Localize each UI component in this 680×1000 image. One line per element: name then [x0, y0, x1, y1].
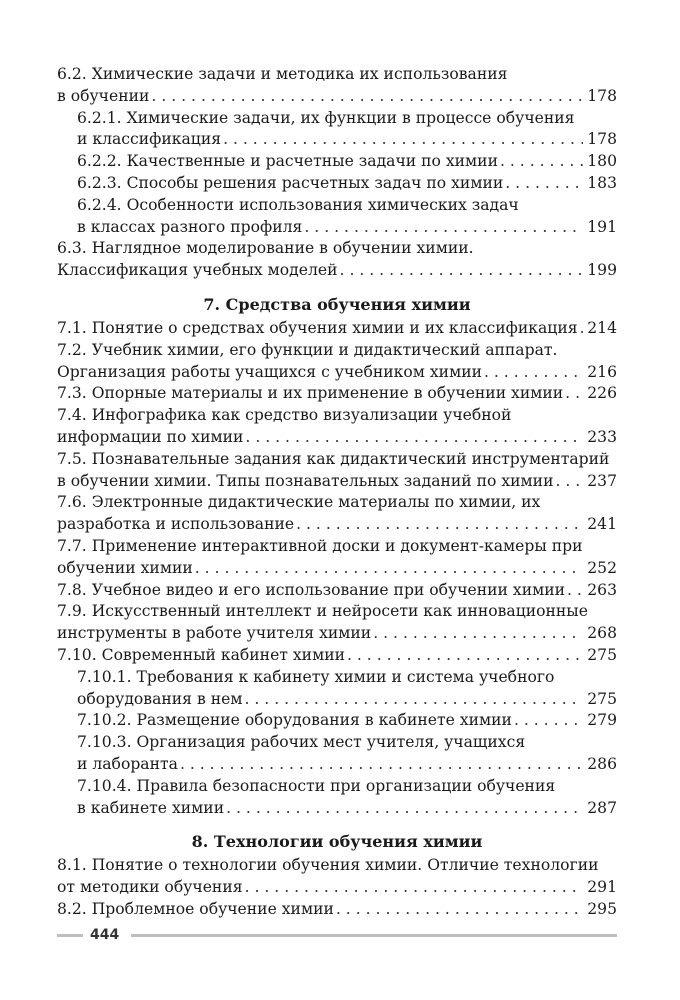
- toc-entry-title: информации по химии: [57, 427, 244, 446]
- toc-page-number: 275: [587, 689, 617, 708]
- toc-entry-title-line: 7.6. Электронные дидактические материалы по химии, их: [57, 493, 541, 512]
- toc-entry-title: в кабинете химии: [77, 798, 225, 817]
- toc-page-number: 279: [587, 711, 617, 730]
- toc-entry-7-4[interactable]: [57, 405, 617, 449]
- footer-rule-right: [131, 934, 617, 937]
- toc-section-8: [57, 855, 617, 920]
- dot-leader: [223, 129, 583, 151]
- toc-entry-7-10-1[interactable]: [57, 667, 617, 711]
- toc-entry-title-line: 7.10.4. Правила безопасности при организации обучения: [77, 776, 556, 795]
- toc-entry-leader-line: [77, 798, 617, 820]
- toc-entry-6-2-3[interactable]: [57, 173, 617, 195]
- toc-entry-title-line: 7.10.1. Требования к кабинету химии и система учебного: [77, 667, 555, 686]
- toc-page-number: 226: [587, 384, 617, 403]
- toc-page-number: 237: [587, 471, 617, 490]
- toc-entry-6-2[interactable]: [57, 64, 617, 108]
- toc-page-number: 252: [587, 558, 617, 577]
- toc-entry-leader-line: [77, 173, 617, 195]
- toc-entry-title: Классификация учебных моделей: [57, 261, 338, 280]
- toc-section-6-continued: [57, 64, 617, 282]
- toc-entry-title-line: 7.4. Инфографика как средство визуализации учебной: [57, 406, 512, 425]
- toc-entry-leader-line: [57, 623, 617, 645]
- page-footer: [57, 925, 617, 945]
- toc-page-number: 295: [587, 899, 617, 918]
- toc-entry-leader-line: [77, 710, 617, 732]
- toc-entry-6-2-1[interactable]: [57, 108, 617, 152]
- dot-leader: [500, 151, 583, 173]
- toc-entry-7-10-3[interactable]: [57, 732, 617, 776]
- dot-leader: [195, 558, 584, 580]
- toc-entry-leader-line: [57, 86, 617, 108]
- toc-entry-title: и классификация: [77, 130, 222, 149]
- table-of-contents: [57, 64, 617, 921]
- toc-entry-title-line: 7.10.3. Организация рабочих мест учителя, учащихся: [77, 733, 526, 752]
- toc-entry-title: от методики обучения: [57, 878, 243, 897]
- toc-entry-title: 6.2.2. Качественные и расчетные задачи по химии: [77, 152, 498, 171]
- toc-entry-leader-line: [77, 129, 617, 151]
- toc-entry-leader-line: [57, 558, 617, 580]
- dot-leader: [304, 217, 583, 239]
- toc-entry-title: в обучении: [57, 86, 150, 105]
- toc-page-number: 241: [587, 515, 617, 534]
- toc-entry-8-2[interactable]: [57, 899, 617, 921]
- toc-page-number: 291: [587, 878, 617, 897]
- dot-leader: [296, 514, 583, 536]
- toc-page-number: 183: [587, 173, 617, 192]
- toc-entry-leader-line: [57, 580, 617, 602]
- toc-entry-leader-line: [57, 471, 617, 493]
- toc-entry-title: 8.2. Проблемное обучение химии: [57, 899, 334, 918]
- toc-entry-title: Организация работы учащихся с учебником химии: [57, 362, 482, 381]
- toc-entry-leader-line: [57, 645, 617, 667]
- toc-entry-leader-line: [77, 689, 617, 711]
- dot-leader: [580, 318, 584, 340]
- toc-entry-leader-line: [77, 754, 617, 776]
- dot-leader: [514, 710, 583, 732]
- toc-entry-title-line: 7.2. Учебник химии, его функции и дидактический аппарат.: [57, 340, 558, 359]
- toc-entry-title: 7.1. Понятие о средствах обучения химии и их классификация: [57, 318, 578, 337]
- dot-leader: [567, 580, 583, 602]
- dot-leader: [151, 86, 583, 108]
- toc-entry-7-10-2[interactable]: [57, 710, 617, 732]
- dot-leader: [245, 877, 584, 899]
- chapter-8-heading: 8. Технологии обучения химии: [191, 832, 483, 852]
- toc-entry-6-2-2[interactable]: [57, 151, 617, 173]
- toc-page-number: 268: [587, 624, 617, 643]
- toc-entry-title: 7.10. Современный кабинет химии: [57, 645, 345, 664]
- toc-entry-title-line: 6.2. Химические задачи и методика их использования: [57, 65, 508, 83]
- toc-entry-7-8[interactable]: [57, 580, 617, 602]
- toc-entry-7-1[interactable]: [57, 318, 617, 340]
- dot-leader: [244, 689, 583, 711]
- toc-entry-leader-line: [77, 217, 617, 239]
- toc-page-number: 275: [587, 645, 617, 664]
- dot-leader: [484, 362, 583, 384]
- toc-entry-title: 7.10.2. Размещение оборудования в кабинете химии: [77, 711, 512, 730]
- toc-entry-title-line: 6.3. Наглядное моделирование в обучении химии.: [57, 239, 474, 258]
- dot-leader: [555, 471, 583, 493]
- toc-page-number: 178: [587, 86, 617, 105]
- toc-page-number: 287: [587, 798, 617, 817]
- dot-leader: [373, 623, 583, 645]
- toc-entry-6-2-4[interactable]: [57, 195, 617, 239]
- toc-entry-7-2[interactable]: [57, 340, 617, 384]
- toc-page-number: 233: [587, 427, 617, 446]
- toc-page-number: 178: [587, 130, 617, 149]
- toc-entry-leader-line: [57, 318, 617, 340]
- toc-entry-leader-line: [77, 151, 617, 173]
- toc-entry-7-3[interactable]: [57, 383, 617, 405]
- toc-entry-title: разработка и использование: [57, 515, 295, 534]
- toc-entry-7-10[interactable]: [57, 645, 617, 667]
- dot-leader: [340, 260, 584, 282]
- dot-leader: [336, 899, 583, 921]
- toc-entry-title-line: 7.5. Познавательные задания как дидактический инструментарий: [57, 449, 610, 468]
- toc-entry-8-1[interactable]: [57, 855, 617, 899]
- toc-page-number: 214: [587, 318, 617, 337]
- toc-page-number: 263: [587, 580, 617, 599]
- toc-entry-leader-line: [57, 260, 617, 282]
- toc-page-number: 216: [587, 362, 617, 381]
- toc-entry-title: 6.2.3. Способы решения расчетных задач по химии: [77, 173, 504, 192]
- toc-page-number: 191: [587, 217, 617, 236]
- toc-entry-title: обучении химии: [57, 558, 193, 577]
- toc-page-number: 180: [587, 152, 617, 171]
- toc-page-number: 199: [587, 261, 617, 280]
- toc-entry-title-line: 7.7. Применение интерактивной доски и документ-камеры при: [57, 536, 583, 555]
- dot-leader: [180, 754, 583, 776]
- page-number: 444: [90, 927, 120, 943]
- toc-entry-title: и лаборанта: [77, 754, 178, 773]
- toc-page-number: 286: [587, 754, 617, 773]
- toc-entry-leader-line: [57, 383, 617, 405]
- toc-entry-leader-line: [57, 427, 617, 449]
- toc-entry-title: в классах разного профиля: [77, 217, 303, 236]
- dot-leader: [245, 427, 583, 449]
- toc-entry-6-3[interactable]: [57, 238, 617, 282]
- dot-leader: [226, 798, 583, 820]
- dot-leader: [347, 645, 583, 667]
- toc-entry-title: инструменты в работе учителя химии: [57, 624, 372, 643]
- toc-entry-title-line: 7.9. Искусственный интеллект и нейросети как инновационные: [57, 602, 588, 621]
- toc-entry-title-line: 6.2.1. Химические задачи, их функции в процессе обучения: [77, 108, 575, 127]
- toc-entry-7-7[interactable]: [57, 536, 617, 580]
- toc-entry-7-5[interactable]: [57, 449, 617, 493]
- toc-section-7: [57, 318, 617, 819]
- toc-entry-leader-line: [57, 362, 617, 384]
- toc-entry-title: 7.8. Учебное видео и его использование при обучении химии: [57, 580, 566, 599]
- toc-entry-7-9[interactable]: [57, 601, 617, 645]
- toc-entry-7-10-4[interactable]: [57, 776, 617, 820]
- toc-entry-7-6[interactable]: [57, 492, 617, 536]
- toc-entry-leader-line: [57, 899, 617, 921]
- footer-rule-left: [57, 934, 83, 937]
- chapter-7-heading: 7. Средства обучения химии: [203, 294, 471, 314]
- toc-entry-title-line: 6.2.4. Особенности использования химических задач: [77, 195, 519, 214]
- dot-leader: [565, 383, 583, 405]
- toc-entry-leader-line: [57, 514, 617, 536]
- dot-leader: [505, 173, 583, 195]
- toc-entry-leader-line: [57, 877, 617, 899]
- toc-entry-title: в обучении химии. Типы познавательных заданий по химии: [57, 471, 554, 490]
- toc-entry-title: 7.3. Опорные материалы и их применение в обучении химии: [57, 384, 564, 403]
- toc-entry-title: оборудования в нем: [77, 689, 243, 708]
- toc-entry-title-line: 8.1. Понятие о технологии обучения химии. Отличие технологии: [57, 856, 599, 875]
